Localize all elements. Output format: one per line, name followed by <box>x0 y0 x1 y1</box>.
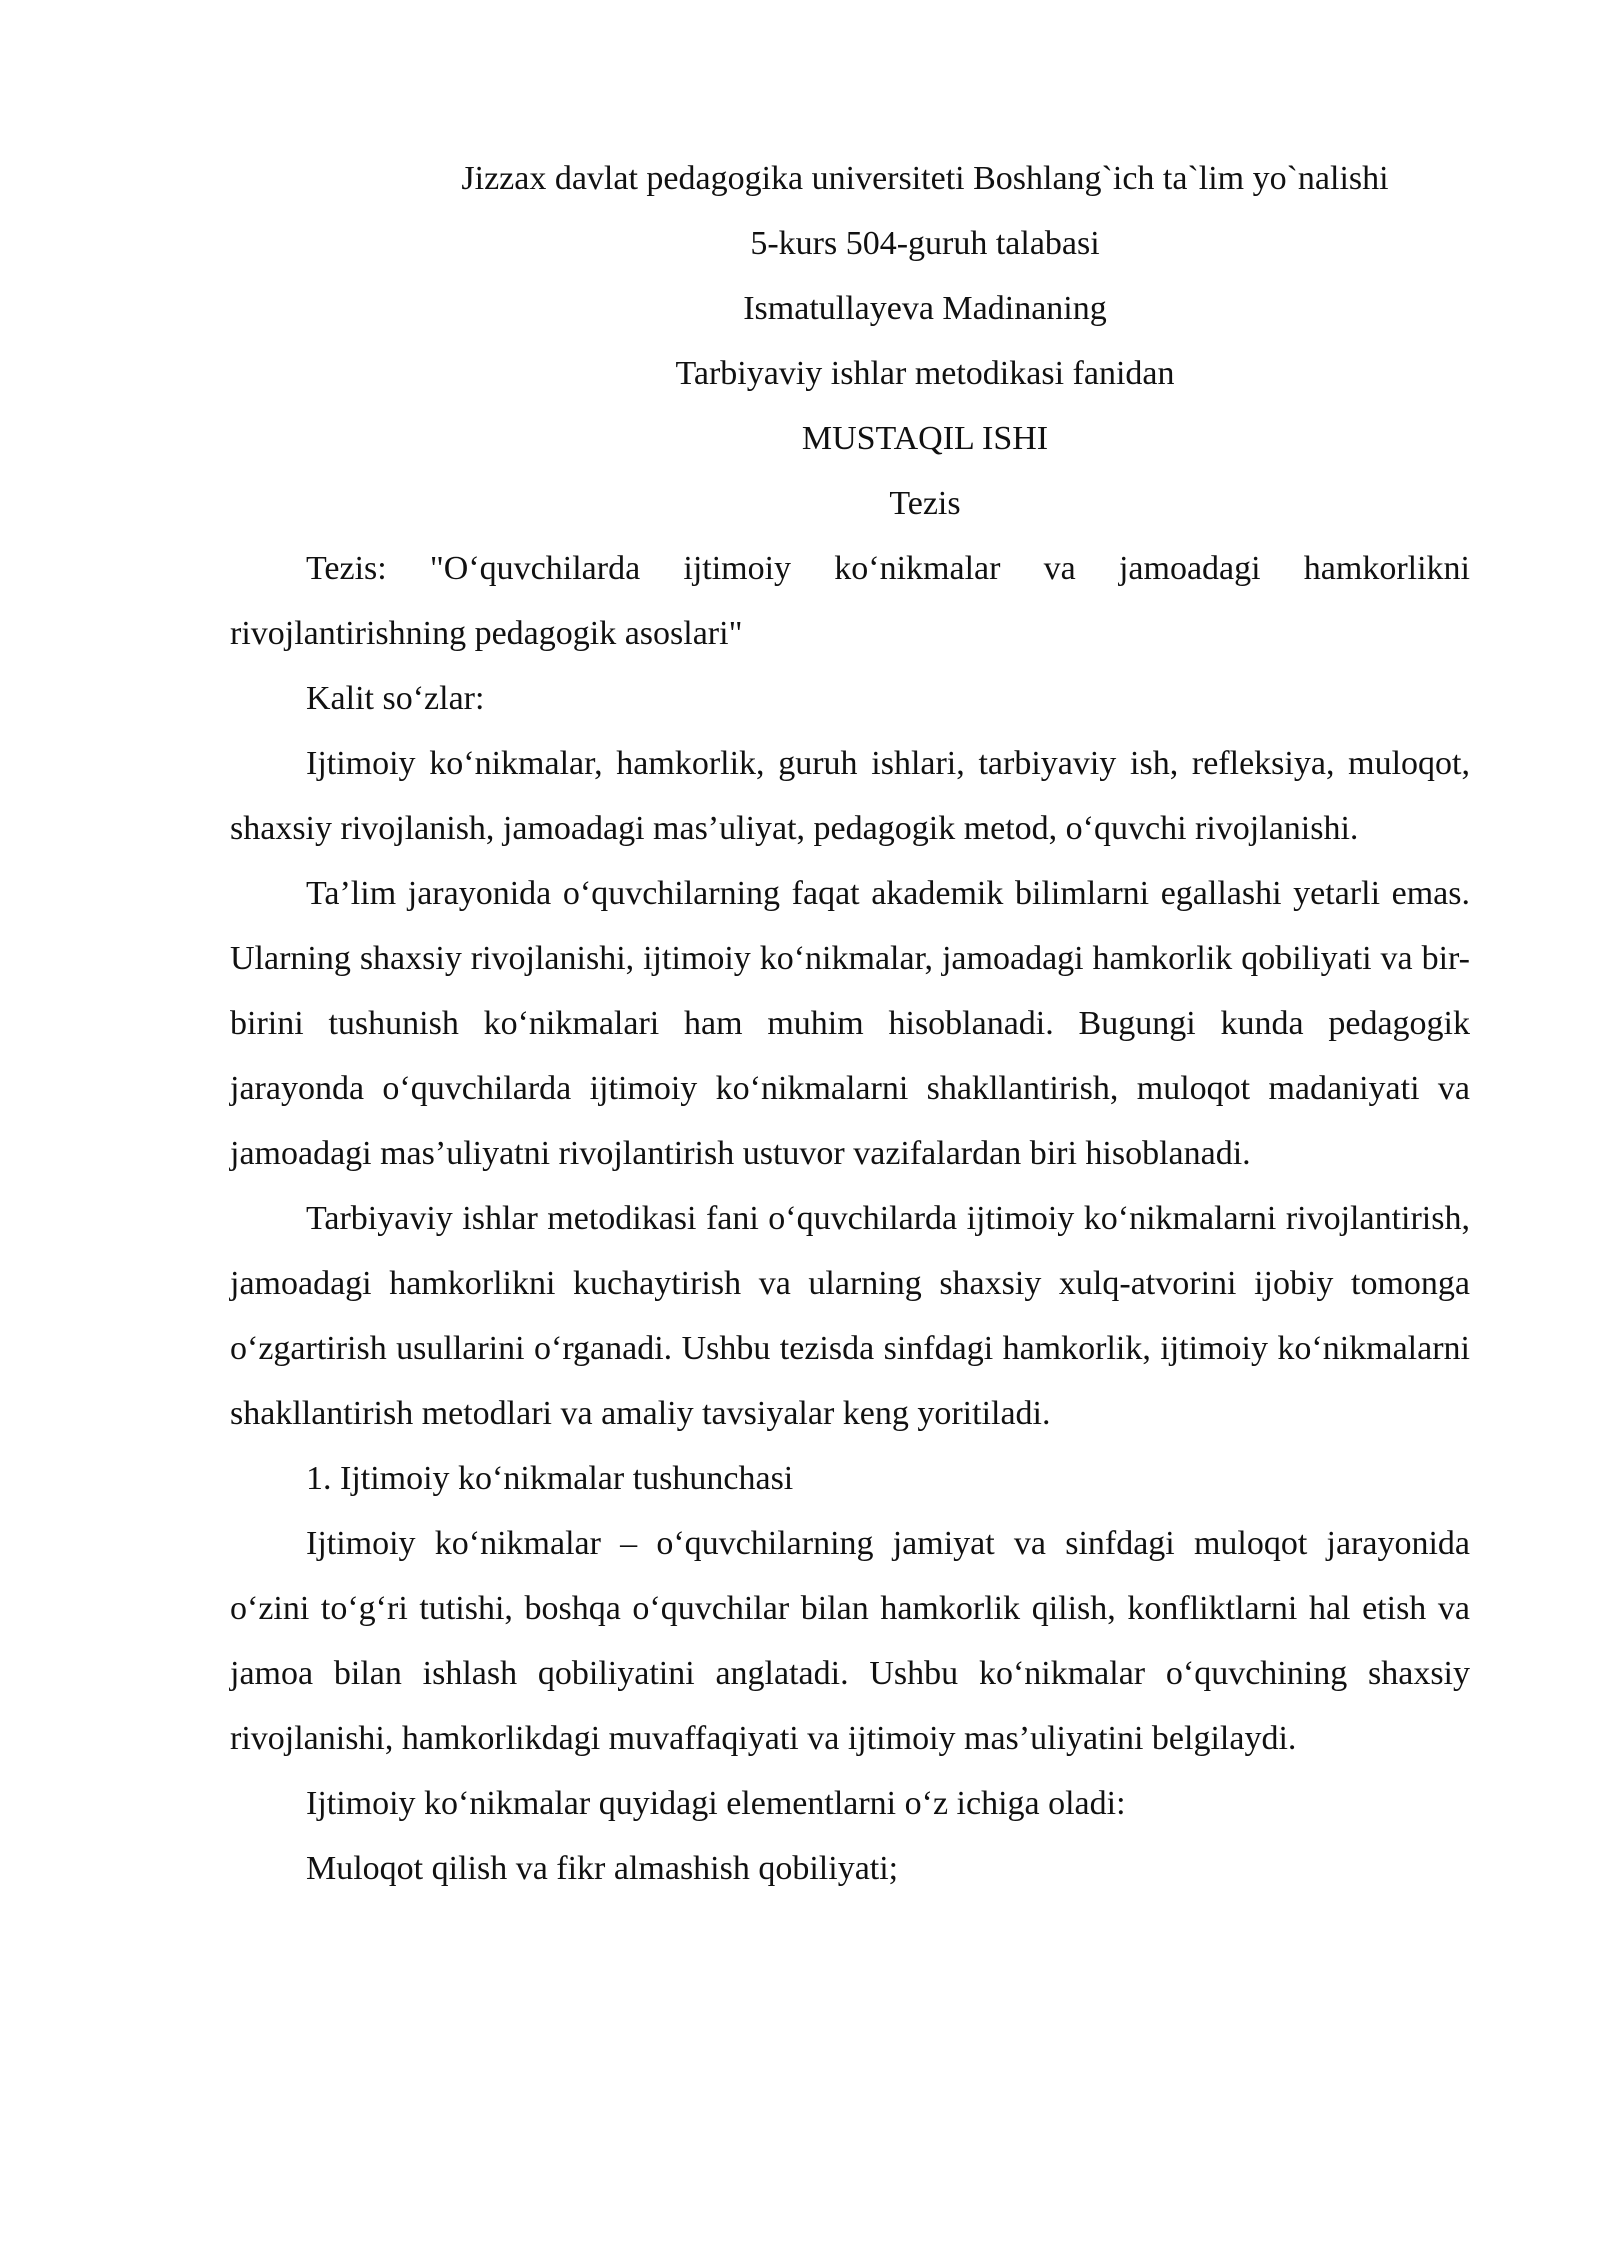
list-item-1: Muloqot qilish va fikr almashish qobiliyati; <box>306 1850 899 1887</box>
paragraph-4: Ijtimoiy ko‘nikmalar quyidagi elementlarni o‘z ichiga oladi: <box>306 1785 1126 1822</box>
document-content <box>230 146 1470 1901</box>
subject-line: Tarbiyaviy ishlar metodikasi fanidan <box>675 355 1175 392</box>
keywords-label: Kalit so‘zlar: <box>306 680 485 717</box>
thesis-title: Tezis: "O‘quvchilarda ijtimoiy ko‘nikmalar va jamoadagi hamkorlikni rivojlantirishning pedagogik asoslari" <box>230 550 1470 652</box>
paragraph-2: Tarbiyaviy ishlar metodikasi fani o‘quvchilarda ijtimoiy ko‘nikmalarni rivojlantirish, jamoadagi hamkorlikni kuchaytirish va ularning shaxsiy xulq-atvorini ijobiy tomonga o‘zgartirish usullarini o‘rganadi. Ushbu tezisda sinfdagi hamkorlik, ijtimoiy ko‘nikmalarni shakllantirish metodlari va amaliy tavsiyalar keng yoritiladi. <box>230 1200 1470 1432</box>
university-line: Jizzax davlat pedagogika universiteti Boshlang`ich ta`lim yo`nalishi <box>461 160 1389 197</box>
section-1-heading: 1. Ijtimoiy ko‘nikmalar tushunchasi <box>306 1460 794 1497</box>
genre-label: Tezis <box>889 485 961 522</box>
paragraph-1: Ta’lim jarayonida o‘quvchilarning faqat akademik bilimlarni egallashi yetarli emas. Ularning shaxsiy rivojlanishi, ijtimoiy ko‘nikmalar, jamoadagi hamkorlik qobiliyati va bir-birini tushunish ko‘nikmalari ham muhim hisoblanadi. Bugungi kunda pedagogik jarayonda o‘quvchilarda ijtimoiy ko‘nikmalarni shakllantirish, muloqot madaniyati va jamoadagi mas’uliyatni rivojlantirish ustuvor vazifalardan biri hisoblanadi. <box>230 875 1470 1172</box>
student-line: Ismatullayeva Madinaning <box>743 290 1107 327</box>
group-line: 5-kurs 504-guruh talabasi <box>750 225 1100 262</box>
paragraph-3: Ijtimoiy ko‘nikmalar – o‘quvchilarning jamiyat va sinfdagi muloqot jarayonida o‘zini to‘g‘ri tutishi, boshqa o‘quvchilar bilan hamkorlik qilish, konfliktlarni hal etish va jamoa bilan ishlash qobiliyatini anglatadi. Ushbu ko‘nikmalar o‘quvchining shaxsiy rivojlanishi, hamkorlikdagi muvaffaqiyati va ijtimoiy mas’uliyatini belgilaydi. <box>230 1525 1470 1757</box>
work-title: MUSTAQIL ISHI <box>801 420 1049 457</box>
keywords-text: Ijtimoiy ko‘nikmalar, hamkorlik, guruh ishlari, tarbiyaviy ish, refleksiya, muloqot, shaxsiy rivojlanish, jamoadagi mas’uliyat, pedagogik metod, o‘quvchi rivojlanishi. <box>230 745 1470 847</box>
